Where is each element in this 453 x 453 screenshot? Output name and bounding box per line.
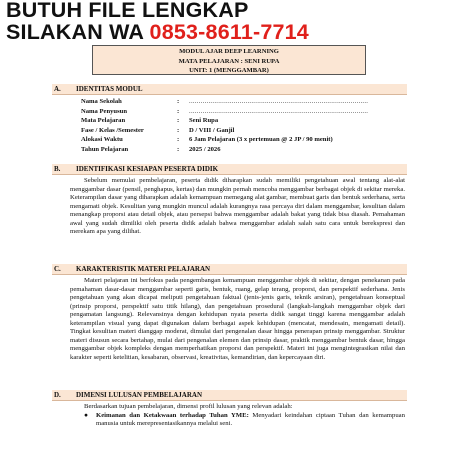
section-d-title: DIMENSI LULUSAN PEMBELAJARAN [76, 391, 203, 399]
section-b-letter: B. [54, 165, 61, 173]
identity-key: Nama Penyusun [81, 107, 127, 115]
list-item [84, 412, 405, 429]
section-d-intro: Berdasarkan tujuan pembelajaran, dimensi profil lulusan yang relevan adalah: [84, 403, 293, 410]
identity-row [81, 116, 368, 126]
identity-table [81, 97, 368, 155]
section-a-letter: A. [54, 85, 61, 93]
section-d-body [70, 403, 405, 429]
promo-phone: 0853-8611-7714 [149, 20, 309, 44]
identity-value: ............................................................................................ [189, 107, 369, 115]
identity-colon: : [177, 117, 180, 125]
module-title-line-3: UNIT: 1 (MENGGAMBAR) [189, 67, 269, 74]
identity-key: Mata Pelajaran [81, 117, 126, 125]
section-a-title: IDENTITAS MODUL [76, 85, 143, 93]
section-a-header [52, 84, 407, 95]
module-title-line-2: MATA PELAJARAN : SENI RUPA [178, 57, 280, 65]
module-title-line-1: MODUL AJAR DEEP LEARNING [179, 48, 279, 55]
identity-colon: : [177, 107, 180, 115]
identity-colon: : [177, 126, 180, 134]
list-item-label: Keimanan dan Ketakwaan terhadap Tuhan YME: [96, 411, 249, 419]
section-c-header [52, 264, 407, 275]
identity-row [81, 97, 368, 107]
identity-row [81, 145, 368, 155]
list-item-text: Menyadari keindahan ciptaan Tuhan dan kemampuan manusia untuk merepresentasikannya melalui seni. [96, 411, 405, 428]
identity-value: 6 Jam Pelajaran (3 x pertemuan @ 2 JP / 90 menit) [189, 136, 333, 144]
identity-value: ............................................................................................ [189, 98, 369, 105]
section-b-title: IDENTIFIKASI KESIAPAN PESERTA DIDIK [76, 165, 219, 173]
identity-key: Nama Sekolah [81, 98, 122, 105]
identity-colon: : [177, 136, 180, 144]
section-d-header [52, 390, 407, 401]
section-c-letter: C. [54, 265, 61, 273]
promo-line-2 [6, 21, 309, 44]
promo-banner [6, 0, 309, 44]
identity-key: Alokasi Waktu [81, 136, 123, 144]
promo-wa-label: SILAKAN WA [6, 20, 150, 44]
module-title-box [92, 45, 366, 75]
identity-row [81, 135, 368, 145]
promo-line-1: BUTUH FILE LENGKAP [6, 0, 249, 22]
identity-colon: : [177, 98, 180, 105]
section-b-header [52, 164, 407, 175]
identity-value: 2025 / 2026 [189, 145, 221, 153]
section-d-list [70, 412, 405, 429]
section-b-paragraph: Sebelum memulai pembelajaran, peserta didik diharapkan sudah memiliki pengetahuan awal tentang alat-alat menggambar dasar (pensil, penghapus, kertas) dan mungkin pernah mencoba menggambar berbagai objek di sekitar mereka. Keterampilan dasar yang diharapkan adalah kemampuan memegang alat gambar, membuat garis dan bentuk sederhana, serta mengamati objek. Kesulitan yang mungkin muncul adalah kurangnya rasa percaya diri dalam menggambar, kesulitan dalam menangkap proporsi atau detail objek, atau persepsi bahwa menggambar adalah bakat yang tidak bisa diasah. Pemahaman awal yang sudah dimiliki oleh peserta didik adalah bahwa menggambar adalah salah satu cara untuk berekspresi dan merekam apa yang dilihat. [70, 177, 405, 236]
section-d-letter: D. [54, 391, 61, 399]
identity-value: D / VIII / Ganjil [189, 126, 235, 134]
identity-key: Fase / Kelas /Semester [81, 126, 144, 134]
identity-key: Tahun Pelajaran [81, 145, 129, 153]
section-c-title: KARAKTERISTIK MATERI PELAJARAN [76, 265, 211, 273]
identity-row [81, 126, 368, 136]
bullet-icon: ● [84, 411, 89, 419]
identity-colon: : [177, 145, 180, 153]
section-c-paragraph: Materi pelajaran ini berfokus pada pengembangan kemampuan menggambar objek di sekitar, dengan penekanan pada pemahaman dasar-dasar menggambar seperti garis, bentuk, ruang, gelap terang, proporsi, dan perspektif sederhana. Jenis pengetahuan yang akan dicapai meliputi pengetahuan faktual (jenis-jenis garis, teknik arsiran), pengetahuan konseptual (prinsip proporsi, perspektif satu titik hilang), dan pengetahuan prosedural (langkah-langkah menggambar objek dari pengamatan langsung). Relevansinya dengan kehidupan nyata peserta didik sangat tinggi karena menggambar adalah keterampilan visual yang dapat digunakan dalam berbagai aspek kehidupan (mencatat, mendesain, mengamati detail). Tingkat kesulitan materi dianggap moderat, dimulai dari pengenalan dasar hingga penerapan prinsip menggambar. Struktur materi disusun secara bertahap, mulai dari pengenalan elemen dan prinsip dasar, praktik menggambar bentuk dasar, hingga menggambar objek kompleks dengan memperhatikan proporsi dan perspektif. Materi ini juga mengintegrasikan nilai dan karakter seperti ketelitian, kesabaran, observasi, kreativitas, kemandirian, dan kepercayaan diri. [70, 277, 405, 361]
identity-row [81, 107, 368, 117]
identity-value: Seni Rupa [189, 117, 219, 125]
